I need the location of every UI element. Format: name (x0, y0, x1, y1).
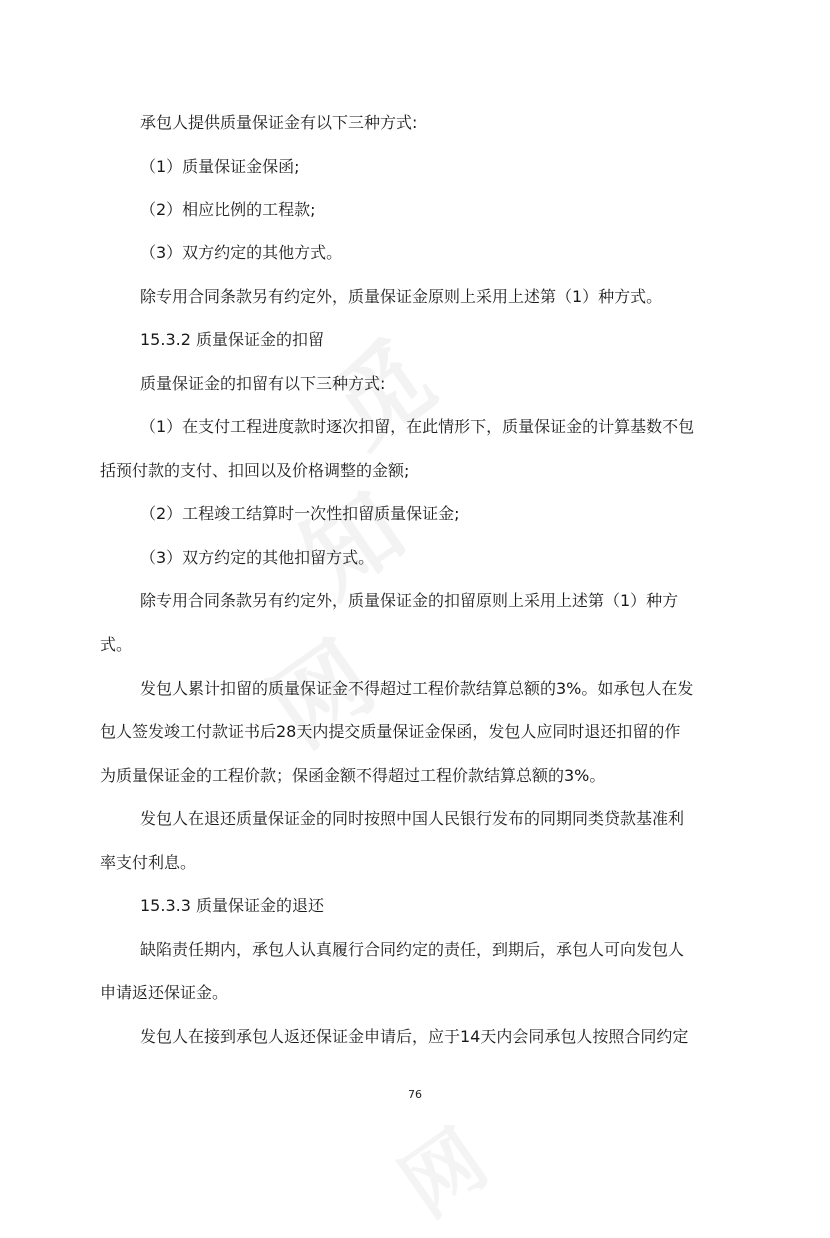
paragraph-line: 承包人提供质量保证金有以下三种方式: (140, 113, 418, 132)
paragraph-line: 率支付利息。 (100, 853, 197, 872)
page-number: 76 (408, 1088, 422, 1101)
paragraph-line: 包人签发竣工付款证书后28天内提交质量保证金保函，发包人应同时退还扣留的作 (100, 722, 681, 741)
paragraph-line: 发包人在退还质量保证金的同时按照中国人民银行发布的同期同类贷款基准利 (140, 809, 685, 828)
paragraph-line: 为质量保证金的工程价款；保函金额不得超过工程价款结算总额的3%。 (100, 766, 606, 785)
paragraph-line: 申请返还保证金。 (100, 983, 229, 1002)
paragraph-line: （2）工程竣工结算时一次性扣留质量保证金; (140, 504, 460, 523)
section-heading: 15.3.3 质量保证金的退还 (140, 896, 324, 915)
paragraph-line: （3）双方约定的其他方式。 (140, 243, 343, 262)
section-heading: 15.3.2 质量保证金的扣留 (140, 330, 324, 349)
paragraph-line: 除专用合同条款另有约定外，质量保证金原则上采用上述第（1）种方式。 (140, 287, 663, 306)
paragraph-line: （1）在支付工程进度款时逐次扣留，在此情形下，质量保证金的计算基数不包 (140, 417, 695, 436)
paragraph-line: 发包人累计扣留的质量保证金不得超过工程价款结算总额的3%。如承包人在发 (140, 679, 694, 698)
paragraph-line: 除专用合同条款另有约定外，质量保证金的扣留原则上采用上述第（1）种方 (140, 591, 679, 610)
paragraph-line: 发包人在接到承包人返还保证金申请后，应于14天内会同承包人按照合同约定 (140, 1027, 689, 1046)
paragraph-line: （2）相应比例的工程款; (140, 200, 316, 219)
paragraph-line: 式。 (100, 635, 133, 654)
paragraph-line: 缺陷责任期内，承包人认真履行合同约定的责任，到期后，承包人可向发包人 (140, 940, 685, 959)
watermark-char (374, 1097, 505, 1237)
paragraph-line: 质量保证金的扣留有以下三种方式: (140, 374, 386, 393)
paragraph-line: （3）双方约定的其他扣留方式。 (140, 548, 375, 567)
paragraph-line: 括预付款的支付、扣回以及价格调整的金额; (100, 461, 410, 480)
paragraph-line: （1）质量保证金保函; (140, 157, 300, 176)
